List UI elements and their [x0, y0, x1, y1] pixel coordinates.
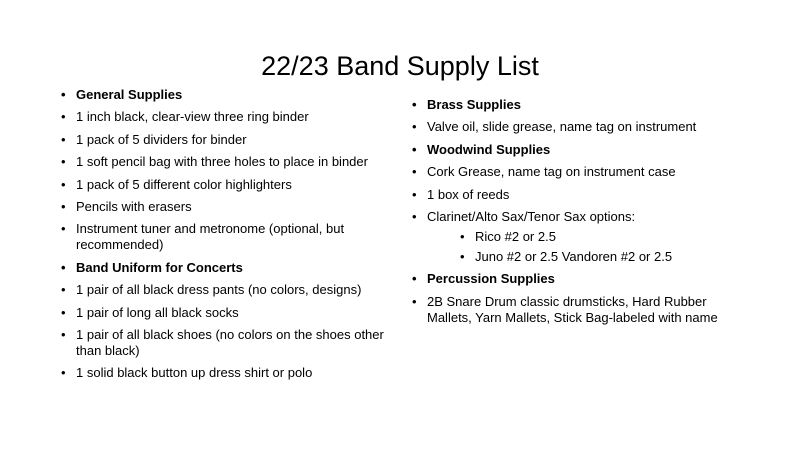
- left-column-list: [58, 87, 388, 388]
- list-item: • 1 box of reeds: [409, 187, 754, 203]
- slide-title: 22/23 Band Supply List: [261, 51, 539, 81]
- list-item: • 1 pair of all black dress pants (no colors, designs): [58, 282, 388, 298]
- list-item-general-supplies-heading: • General Supplies: [58, 87, 388, 103]
- list-item-reed-options: [409, 209, 754, 265]
- list-item-woodwind-supplies-heading: • Woodwind Supplies: [409, 142, 754, 158]
- list-item: • 2B Snare Drum classic drumsticks, Hard Rubber Mallets, Yarn Mallets, Stick Bag-labeled with name: [409, 294, 754, 326]
- list-item-brass-supplies-heading: • Brass Supplies: [409, 97, 754, 113]
- list-item: • 1 pack of 5 different color highlighters: [58, 177, 388, 193]
- list-item: • 1 solid black button up dress shirt or polo: [58, 365, 388, 381]
- list-item: • Valve oil, slide grease, name tag on instrument: [409, 119, 754, 135]
- list-item: • 1 pack of 5 dividers for binder: [58, 132, 388, 148]
- list-item: • Pencils with erasers: [58, 199, 388, 215]
- right-column-list: [409, 97, 754, 332]
- list-item: • 1 inch black, clear-view three ring binder: [58, 109, 388, 125]
- list-item: • 1 pair of all black shoes (no colors on the shoes other than black): [58, 327, 388, 359]
- list-item: • Instrument tuner and metronome (optional, but recommended): [58, 221, 388, 253]
- list-item: • 1 soft pencil bag with three holes to place in binder: [58, 154, 388, 170]
- list-item-band-uniform-heading: • Band Uniform for Concerts: [58, 260, 388, 276]
- list-item: • 1 pair of long all black socks: [58, 305, 388, 321]
- reed-options-sublist: [427, 229, 754, 265]
- list-item-label: Clarinet/Alto Sax/Tenor Sax options:: [427, 208, 636, 224]
- sub-list-item: • Rico #2 or 2.5: [427, 229, 754, 245]
- sub-list-item: • Juno #2 or 2.5 Vandoren #2 or 2.5: [427, 249, 754, 265]
- list-item: • Cork Grease, name tag on instrument case: [409, 164, 754, 180]
- list-item-percussion-supplies-heading: • Percussion Supplies: [409, 271, 754, 287]
